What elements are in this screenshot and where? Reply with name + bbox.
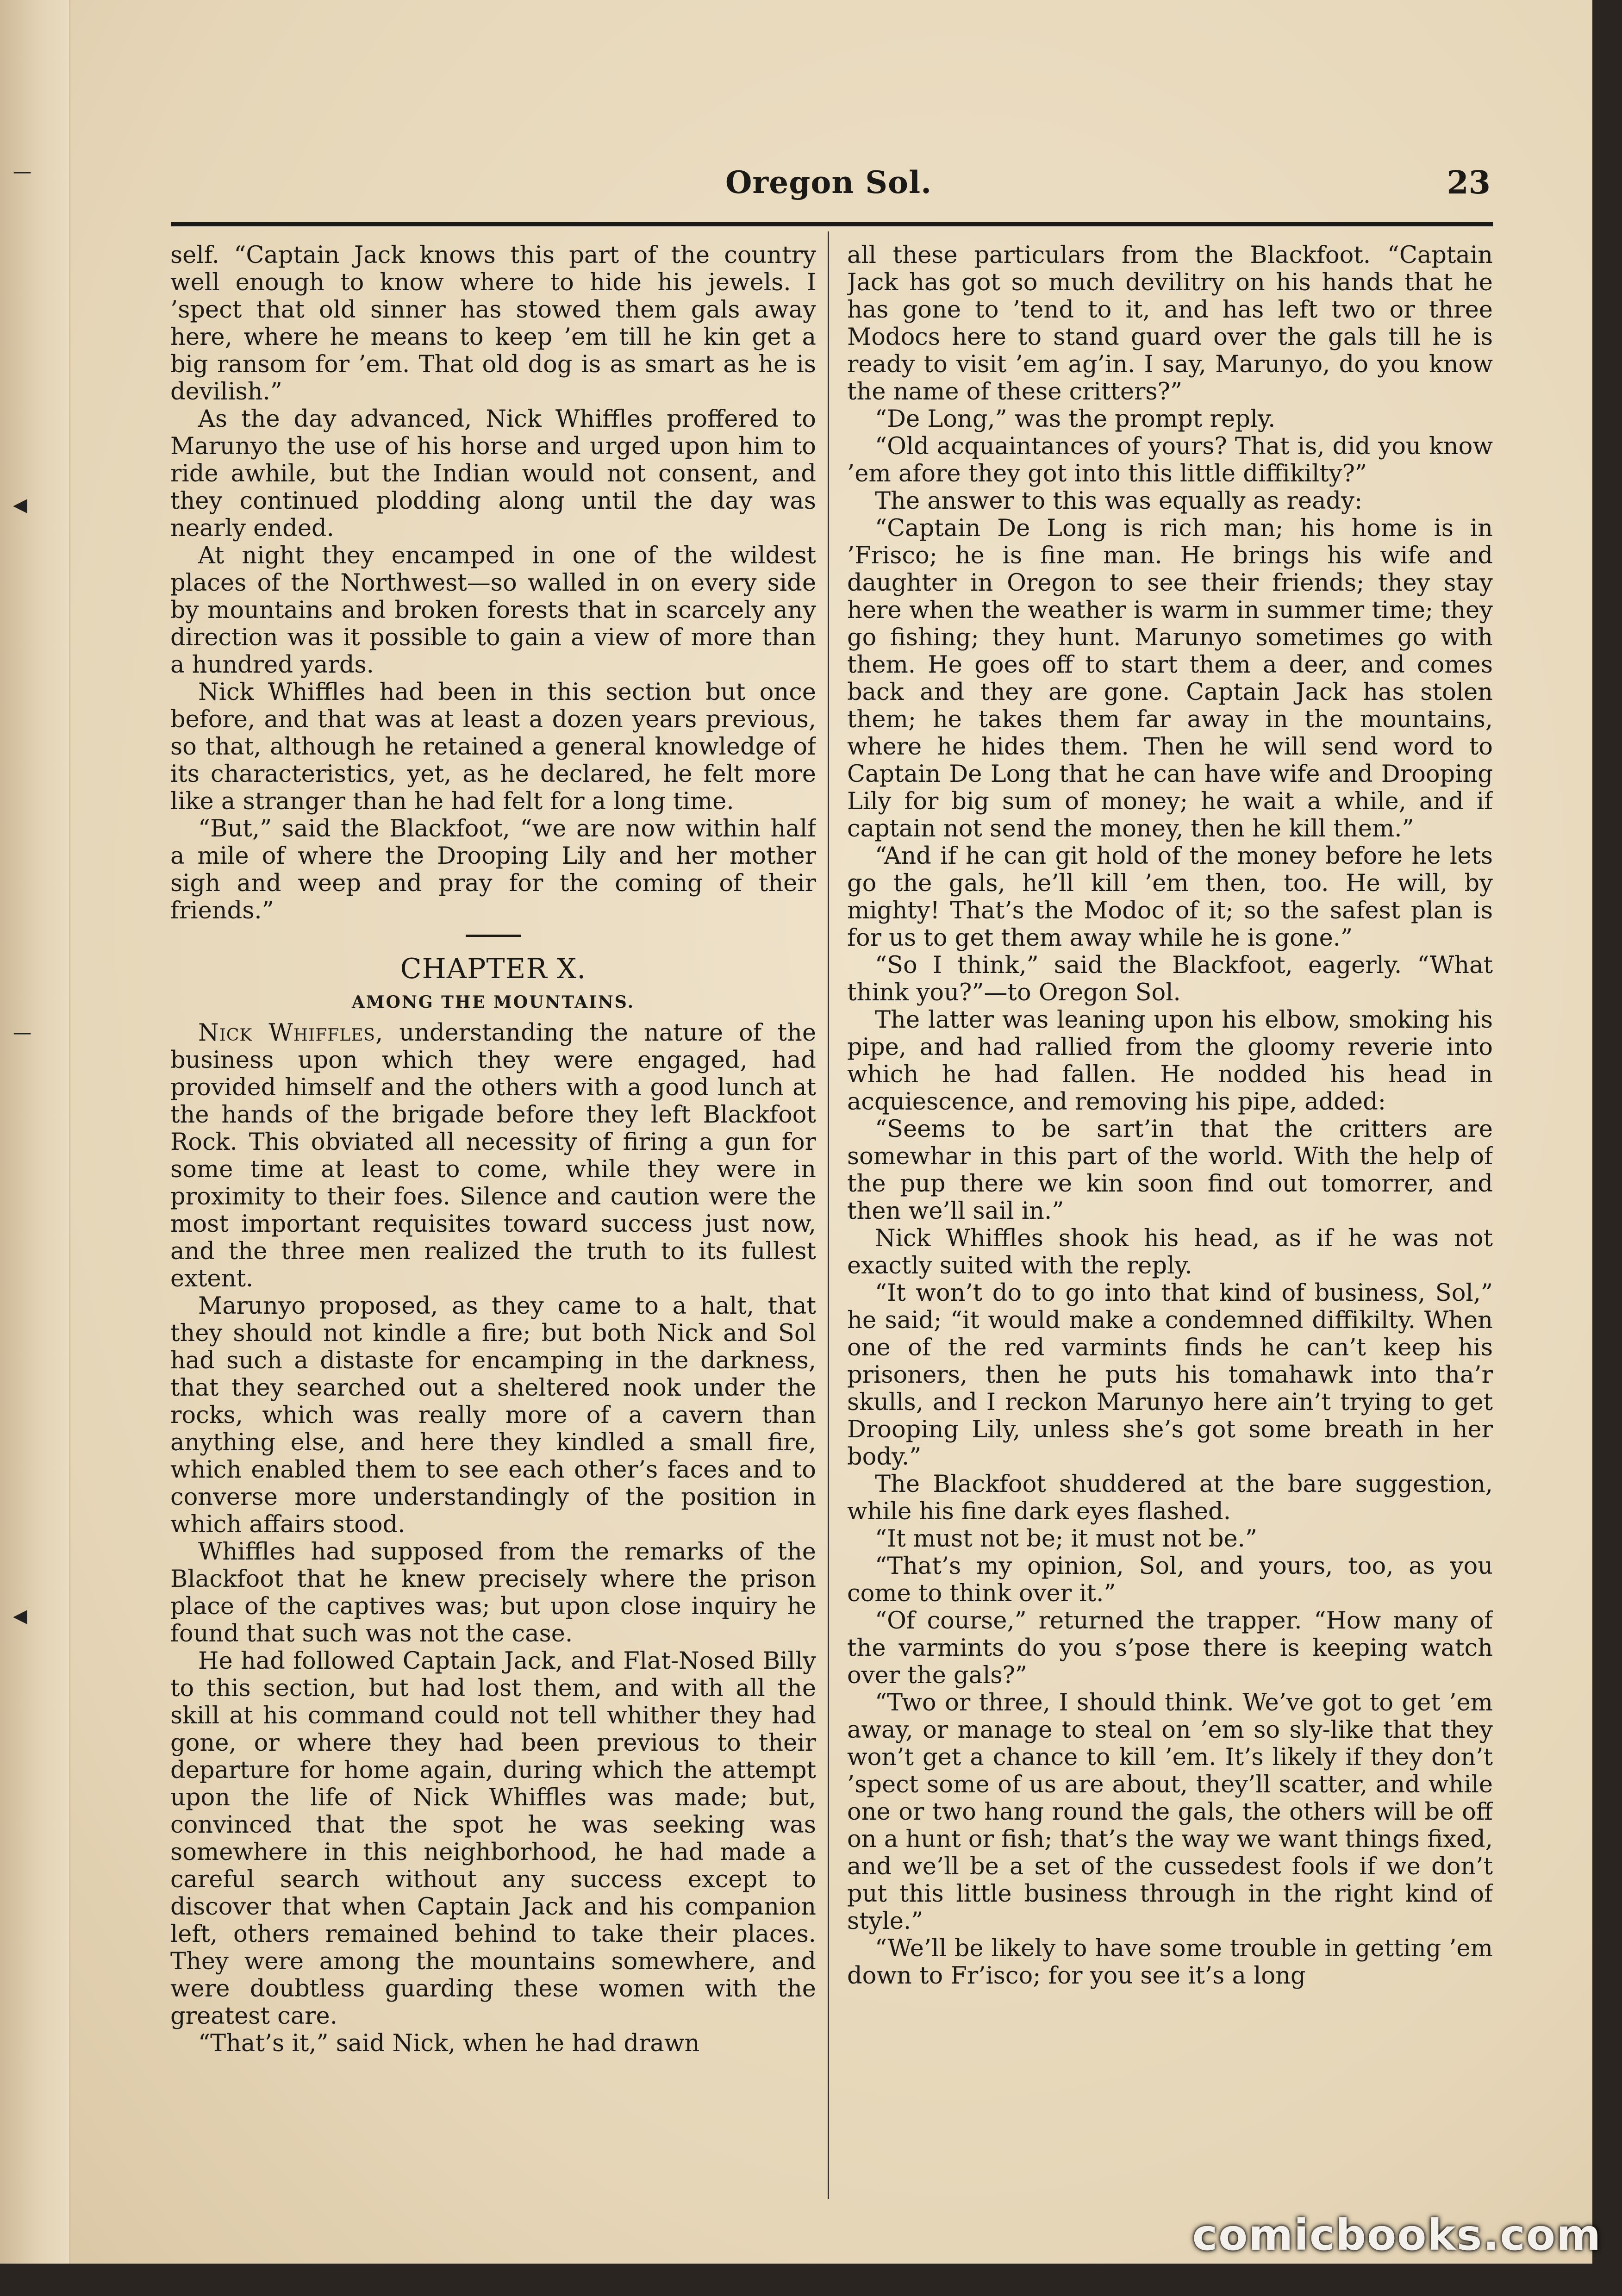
paragraph: “Two or three, I should think. We’ve got to get ’em away, or manage to steal on ’em so sly-like that they won’t get a chance to kill ’em. It’s likely if they don’t ’spect some of us are about, they’ll scatter, and while one or two hang round the gals, the others will be off on a hunt or fish; that’s the way we want things fixed, and we’ll be a set of the cussedest fools if we don’t put this little business through in the right kind of style.” [847, 1689, 1493, 1935]
binding-pin-icon: ◀ [13, 494, 27, 516]
paragraph: Whiffles had supposed from the remarks of the Blackfoot that he knew precisely where the prison place of the captives was; but upon close inquiry he found that such was not the case. [170, 1538, 816, 1647]
left-text-column [170, 242, 816, 2204]
binding-pin-icon: ◀ [13, 1605, 27, 1627]
paragraph: “That’s it,” said Nick, when he had drawn [198, 2030, 700, 2057]
paragraph: As the day advanced, Nick Whiffles proffered to Marunyo the use of his horse and urged upon him to ride awhile, but the Indian would not consent, and they continued plodding along until the day was nearly ended. [170, 406, 816, 542]
column-divider [828, 231, 829, 2199]
chapter-lead-caps: Nick Whiffles, [198, 1019, 384, 1047]
paragraph: “It won’t do to go into that kind of business, Sol,” he said; “it would make a condemned diffikilty. When one of the red varmints finds he can’t keep his prisoners, then he puts his tomahawk into tha’r skulls, and I reckon Marunyo here ain’t trying to get Drooping Lily, unless she’s got some breath in her body.” [847, 1279, 1493, 1471]
chapter-first-paragraph [170, 1019, 816, 1292]
running-header-title: Oregon Sol. [725, 164, 932, 200]
paragraph: “It must not be; it must not be.” [875, 1525, 1257, 1553]
paragraph: The latter was leaning upon his elbow, smoking his pipe, and had rallied from the gloomy reverie into which he had fallen. He nodded his head in acquiescence, and removing his pipe, added: [847, 1006, 1493, 1116]
paragraph: Nick Whiffles shook his head, as if he was not exactly suited with the reply. [847, 1225, 1493, 1279]
paragraph: “Of course,” returned the trapper. “How many of the varmints do you s’pose there is keeping watch over the gals?” [847, 1607, 1493, 1689]
paragraph: “We’ll be likely to have some trouble in getting ’em down to Fr’isco; for you see it’s a long [847, 1935, 1493, 1990]
site-watermark: comicbooks.com [1192, 2210, 1602, 2260]
paragraph: “Seems to be sart’in that the critters are somewhar in this part of the world. With the help of the pup there we kin soon find out tomorrer, and then we’ll sail in.” [847, 1116, 1493, 1225]
paragraph: self. “Captain Jack knows this part of the country well enough to know where to hide his jewels. I ’spect that old sinner has stowed them gals away here, where he means to keep ’em till he kin get a big ransom for ’em. That old dog is as smart as he is devilish.” [170, 242, 816, 406]
binding-pin-icon: — [13, 161, 31, 182]
chapter-rule [466, 935, 521, 937]
paragraph: “De Long,” was the prompt reply. [875, 406, 1276, 433]
paragraph: “But,” said the Blackfoot, “we are now within half a mile of where the Drooping Lily and her mother sigh and weep and pray for the coming of their friends.” [170, 815, 816, 924]
binding-pin-icon: — [13, 1022, 31, 1043]
page-binding-edge [0, 0, 70, 2264]
paragraph: Nick Whiffles had been in this section but once before, and that was at least a dozen years previous, so that, although he retained a general knowledge of its characteristics, yet, as he declared, he felt more like a stranger than he had felt for a long time. [170, 679, 816, 815]
paragraph: The answer to this was equally as ready: [875, 487, 1363, 515]
paragraph: “Captain De Long is rich man; his home is in ’Frisco; he is fine man. He brings his wife and daughter in Oregon to see their friends; they stay here when the weather is warm in summer time; they go fishing; they hunt. Marunyo sometimes go with them. He goes off to start them a deer, and comes back and they are gone. Captain Jack has stolen them; he takes them far away in the mountains, where he hides them. Then he will send word to Captain De Long that he can have wife and Drooping Lily for big sum of money; he wait a while, and if captain not send the money, then he kill them.” [847, 515, 1493, 842]
paragraph: At night they encamped in one of the wildest places of the Northwest—so walled in on every side by mountains and broken forests that in scarcely any direction was it possible to gain a view of more than a hundred yards. [170, 542, 816, 679]
chapter-first-paragraph-text: understanding the nature of the business upon which they were engaged, had provided himself and the others with a good lunch at the hands of the brigade before they left Blackfoot Rock. This obviated all necessity of firing a gun for some time at least to come, while they were in proximity to their foes. Silence and caution were the most important requisites toward success just now, and the three men realized the truth to its fullest extent. [170, 1019, 816, 1292]
chapter-heading: CHAPTER X. [400, 953, 586, 985]
paragraph: Marunyo proposed, as they came to a halt, that they should not kindle a fire; but both Nick and Sol had such a distaste for encamping in the darkness, that they searched out a sheltered nook under the rocks, which was really more of a cavern than anything else, and here they kindled a small fire, which enabled them to see each other’s faces and to converse more understandingly of the position in which affairs stood. [170, 1292, 816, 1538]
paragraph: “So I think,” said the Blackfoot, eagerly. “What think you?”—to Oregon Sol. [847, 952, 1493, 1006]
paragraph: “And if he can git hold of the money before he lets go the gals, he’ll kill ’em then, too. He will, by mighty! That’s the Modoc of it; so the safest plan is for us to get them away while he is gone.” [847, 842, 1493, 952]
paragraph: all these particulars from the Blackfoot. “Captain Jack has got so much devilitry on his hands that he has gone to ’tend to it, and has left two or three Modocs here to stand guard over the gals till he is ready to visit ’em ag’in. I say, Marunyo, do you know the name of these critters?” [847, 242, 1493, 406]
chapter-subtitle: AMONG THE MOUNTAINS. [351, 992, 635, 1012]
paragraph: “Old acquaintances of yours? That is, did you know ’em afore they got into this little diffikilty?” [847, 433, 1493, 487]
header-rule [171, 222, 1493, 226]
paragraph: The Blackfoot shuddered at the bare suggestion, while his fine dark eyes flashed. [847, 1471, 1493, 1525]
right-text-column [847, 242, 1493, 2204]
paragraph: He had followed Captain Jack, and Flat-Nosed Billy to this section, but had lost them, and with all the skill at his command could not tell whither they had gone, or where they had been previous to their departure for home again, during which the attempt upon the life of Nick Whiffles was made; but, convinced that the spot he was seeking was somewhere in this neighborhood, he had made a careful search without any success except to discover that when Captain Jack and his companion left, others remained behind to take their places. They were among the mountains somewhere, and were doubtless guarding these women with the greatest care. [170, 1647, 816, 2030]
paragraph: “That’s my opinion, Sol, and yours, too, as you come to think over it.” [847, 1553, 1493, 1607]
page-number: 23 [1447, 164, 1491, 201]
